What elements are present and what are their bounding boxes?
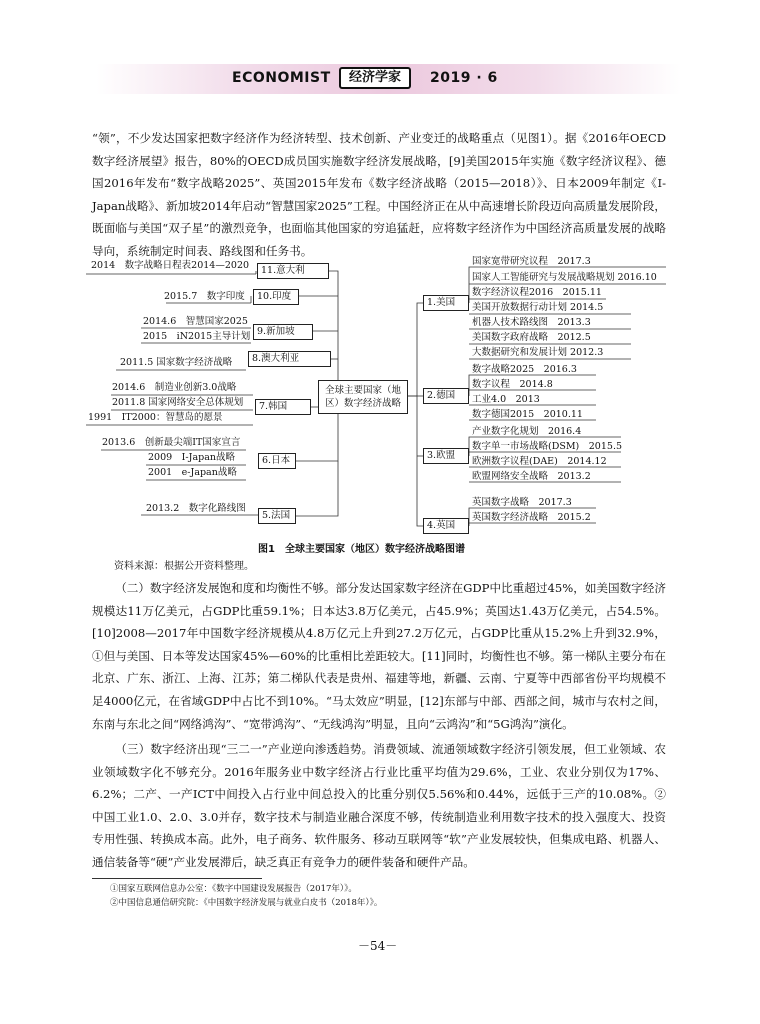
item-france-1: 2013.2 数字化路线图 (146, 503, 246, 514)
node-japan: 6.日本 (258, 453, 296, 469)
journal-logo: 经济学家 (339, 67, 411, 89)
node-australia: 8.澳大利亚 (248, 351, 331, 367)
issue-number: 2019 · 6 (430, 70, 498, 86)
item-germany-3: 工业4.0 2013 (472, 394, 540, 405)
item-japan-3: 2001 e-Japan战略 (148, 467, 237, 478)
item-singapore-1: 2014.6 智慧国家2025 (143, 316, 248, 327)
item-korea-1: 2014.6 制造业创新3.0战略 (112, 382, 237, 393)
strategy-figure (86, 256, 670, 541)
item-italy-1: 2014 数字战略日程表2014—2020 (91, 260, 250, 271)
connector-uk (408, 396, 423, 526)
item-usa-3: 数字经济议程2016 2015.11 (472, 287, 602, 298)
paragraph-1: “领”，不少发达国家把数字经济作为经济转型、技术创新、产业变迁的战略重点（见图1）。据《2016年OECD数字经济展望》报告，80%的OECD成员国实施数字经济发展战略，[9]美国2015年实施《数字经济议程》、德国2016年发布“数字战略2025”、英国2015年发布《数字经济战略（2015—2018）》、日本2009年制定《I-Japan战略》、新加坡2014年启动“智慧国家2025”工程。中国经济正在从中高速增长阶段迈向高质量发展阶段，既面临与美国“双子星”的激烈竞争，也面临其他国家的穷追猛赶，应将数字经济作为中国经济高质量发展的战略导向，系统制定时间表、路线图和任务书。 (92, 131, 666, 258)
connector-usa (408, 303, 423, 396)
item-eu-2: 数字单一市场战略(DSM) 2015.5 (472, 441, 623, 452)
footnote-2: ②中国信息通信研究院：《中国数字经济发展与就业白皮书（2018年）》。 (110, 898, 383, 908)
node-germany: 2.德国 (423, 388, 469, 404)
item-germany-2: 数字议程 2014.8 (472, 379, 553, 390)
item-japan-2: 2009 I-Japan战略 (148, 452, 235, 463)
item-eu-3: 欧洲数字议程(DAE) 2014.12 (472, 456, 607, 467)
journal-name-en: ECONOMIST (232, 70, 331, 86)
item-korea-2: 2011.8 国家网络安全总体规划 (112, 397, 244, 408)
center-node: 全球主要国家（地区）数字经济战略 (318, 380, 408, 414)
item-usa-5: 机器人技术路线图 2013.3 (472, 317, 591, 328)
item-korea-3: 1991 IT2000：智慧岛的愿景 (88, 412, 223, 423)
item-usa-7: 大数据研究和发展计划 2012.3 (472, 347, 604, 358)
item-uk-2: 英国数字经济战略 2015.2 (472, 512, 591, 523)
item-singapore-2: 2015 iN2015主导计划 (143, 331, 251, 342)
node-usa: 1.美国 (423, 295, 469, 311)
item-germany-4: 数字德国2015 2010.11 (472, 409, 583, 420)
node-france: 5.法国 (258, 508, 296, 524)
paragraph-2: （二）数字经济发展饱和度和均衡性不够。部分发达国家数字经济在GDP中比重超过45%，如美国数字经济规模达11万亿美元，占GDP比重59.1%；日本达3.8万亿美元，占45.9%；英国达1.43万亿美元，占54.5%。[10]2008—2017年中国数字经济规模从4.8万亿元上升到27.2万亿元，占GDP比重从15.2%上升到32.9%，①但与美国、日本等发达国家45%—60%的比重相比差距较大。[11]同时，均衡性也不够。第一梯队主要分布在北京、广东、浙江、上海、江苏；第二梯队代表是贵州、福建等地，新疆、云南、宁夏等中西部省份平均规模不足4000亿元，在省域GDP中占比不到10%。“马太效应”明显，[12]东部与中部、西部之间，城市与农村之间，东南与东北之间“网络鸿沟”、“宽带鸿沟”、“无线鸿沟”明显，且向“云鸿沟”和“5G鸿沟”演化。 (92, 581, 666, 731)
item-usa-1: 国家宽带研究议程 2017.3 (472, 256, 591, 267)
item-usa-4: 美国开放数据行动计划 2014.5 (472, 302, 604, 313)
page-number: －54－ (358, 939, 398, 953)
item-usa-6: 美国数字政府战略 2012.5 (472, 332, 591, 343)
connector-france (296, 461, 338, 516)
node-korea: 7.韩国 (255, 399, 311, 415)
connector-italy (318, 271, 338, 396)
item-australia-1: 2011.5 国家数字经济战略 (120, 357, 233, 368)
figure-source: 资料来源：根据公开资料整理。 (114, 561, 254, 572)
node-eu: 3.欧盟 (423, 448, 469, 464)
item-usa-2: 国家人工智能研究与发展战略规划 2016.10 (472, 272, 657, 283)
node-singapore: 9.新加坡 (253, 324, 313, 340)
node-italy: 11.意大利 (257, 263, 329, 279)
footnote-1: ①国家互联网信息办公室：《数字中国建设发展报告（2017年）》。 (110, 884, 357, 894)
item-eu-4: 欧盟网络安全战略 2013.2 (472, 471, 591, 482)
item-japan-1: 2013.6 创新最尖端IT国家宣言 (102, 437, 241, 448)
item-uk-1: 英国数字战略 2017.3 (472, 497, 572, 508)
item-eu-1: 产业数字化规划 2016.4 (472, 426, 582, 437)
figure-caption: 图1 全球主要国家（地区）数字经济战略图谱 (258, 544, 465, 555)
item-india-1: 2015.7 数字印度 (164, 291, 245, 302)
paragraph-3: （三）数字经济出现“三二一”产业逆向渗透趋势。消费领域、流通领域数字经济引领发展，但工业领域、农业领域数字化不够充分。2016年服务业中数字经济占行业比重平均值为29.6%，工业、农业分别仅为17%、6.2%；二产、一产ICT中间投入占行业中间总投入的比重分别仅5.56%和0.44%，远低于三产的10.08%。②中国工业1.0、2.0、3.0并存，数字技术与制造业融合深度不够，传统制造业利用数字技术的投入强度大、投资专用性强、转换成本高。此外，电子商务、软件服务、移动互联网等“软”产业发展较快，但集成电路、机器人、通信装备等“硬”产业发展滞后，缺乏真正有竞争力的硬件装备和硬件产品。 (92, 742, 666, 869)
node-uk: 4.英国 (423, 518, 469, 534)
footnote-divider (92, 878, 262, 879)
node-india: 10.印度 (253, 289, 299, 305)
item-germany-1: 数字战略2025 2016.3 (472, 364, 577, 375)
